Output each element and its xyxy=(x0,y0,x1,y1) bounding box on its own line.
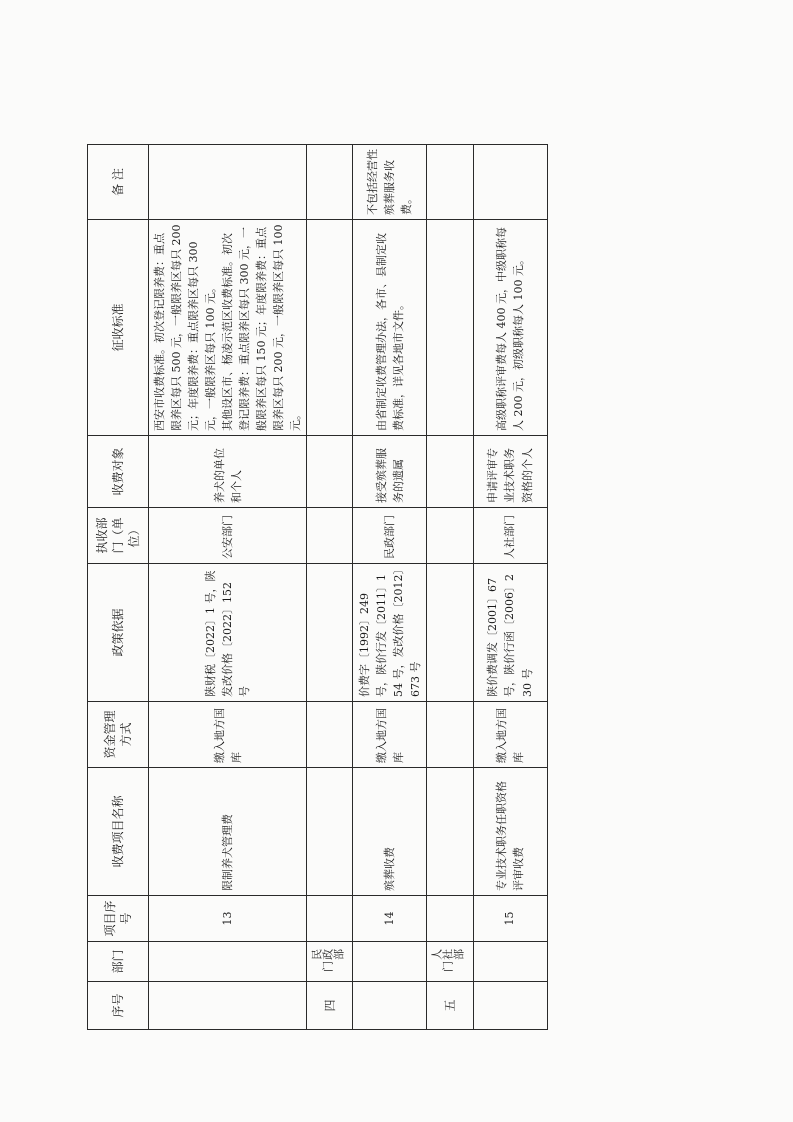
cell-seq xyxy=(473,982,547,1030)
cell-seq xyxy=(149,982,307,1030)
cell-policy: 陕财税〔2022〕1 号，陕发改价格〔2022〕152 号 xyxy=(149,564,307,702)
cell-target: 申请评审专业技术职务资格的个人 xyxy=(473,436,547,508)
cell-empty xyxy=(307,220,353,436)
cell-fund: 缴入地方国库 xyxy=(473,702,547,768)
cell-item-seq: 13 xyxy=(149,896,307,942)
header-item-name: 收费项目名称 xyxy=(88,768,149,896)
cell-item-seq: 14 xyxy=(353,896,427,942)
cell-empty xyxy=(307,768,353,896)
dept-name-civil: 民政部门 xyxy=(310,948,344,974)
cell-dept-name xyxy=(307,942,353,982)
standard-xian: 西安市收费标准。初次登记限养费：重点限养区每只 500 元，一般限养区每只 200 元；年度限养费：重点限养区每只 300 元，一般限养区每只 100 元。 xyxy=(153,224,218,431)
cell-empty xyxy=(307,702,353,768)
cell-fund: 缴入地方国库 xyxy=(353,702,427,768)
cell-empty xyxy=(427,436,473,508)
cell-dept xyxy=(473,942,547,982)
header-standard: 征收标准 xyxy=(88,220,149,436)
cell-empty xyxy=(427,896,473,942)
cell-remark xyxy=(149,145,307,220)
cell-item-name: 限制养犬管理费 xyxy=(149,768,307,896)
cell-item-name: 专业技术职务任职资格评审收费 xyxy=(473,768,547,896)
cell-dept xyxy=(353,942,427,982)
cell-empty xyxy=(307,436,353,508)
cell-empty xyxy=(427,145,473,220)
cell-target: 养犬的单位和个人 xyxy=(149,436,307,508)
cell-dept-seq: 五 xyxy=(427,982,473,1030)
cell-remark xyxy=(473,145,547,220)
dept-row-civil-affairs xyxy=(307,145,353,1030)
cell-empty xyxy=(307,564,353,702)
header-dept: 部门 xyxy=(88,942,149,982)
cell-dept-name xyxy=(427,942,473,982)
cell-dept xyxy=(149,942,307,982)
header-policy: 政策依据 xyxy=(88,564,149,702)
table-row-13 xyxy=(149,145,307,1030)
cell-policy: 陕价费调发〔2001〕67 号，陕价行函〔2006〕230 号 xyxy=(473,564,547,702)
cell-empty xyxy=(427,220,473,436)
cell-empty xyxy=(307,145,353,220)
cell-empty xyxy=(427,768,473,896)
fee-table xyxy=(87,144,548,1030)
cell-empty xyxy=(307,896,353,942)
table-row-15 xyxy=(473,145,547,1030)
standard-other-cities: 其他设区市、杨凌示范区收费标准。初次登记限养费：重点限养区每只 300 元，一般限养区每只 150 元；年度限养费：重点限养区每只 200 元，一般限养区每只 100 元。 xyxy=(221,224,303,431)
table-row-14 xyxy=(353,145,427,1030)
cell-seq xyxy=(353,982,427,1030)
cell-empty xyxy=(427,508,473,564)
cell-exec-dept: 人社部门 xyxy=(473,508,547,564)
header-target: 收费对象 xyxy=(88,436,149,508)
header-seq: 序号 xyxy=(88,982,149,1030)
cell-fund: 缴入地方国库 xyxy=(149,702,307,768)
header-exec-dept: 执收部门（单位） xyxy=(88,508,149,564)
cell-empty xyxy=(427,564,473,702)
cell-target: 接受殡葬服务的遗属 xyxy=(353,436,427,508)
header-remark: 备 注 xyxy=(88,145,149,220)
cell-item-name: 殡葬收费 xyxy=(353,768,427,896)
cell-exec-dept: 民政部门 xyxy=(353,508,427,564)
cell-dept-seq: 四 xyxy=(307,982,353,1030)
cell-standard: 高级职称评审费每人 400 元，中级职称每人 200 元，初级职称每人 100 元。 xyxy=(473,220,547,436)
cell-policy: 价费字〔1992〕249 号，陕价行发〔2011〕154 号，发改价格〔2012〕673 号 xyxy=(353,564,427,702)
cell-standard: 由省制定收费管理办法，各市、县制定收费标准，详见各地市文件。 xyxy=(353,220,427,436)
dept-row-hr-social xyxy=(427,145,473,1030)
cell-empty xyxy=(307,508,353,564)
cell-remark: 不包括经营性殡葬服务收费。 xyxy=(353,145,427,220)
cell-empty xyxy=(427,702,473,768)
dept-name-hr: 人社部门 xyxy=(430,948,464,974)
cell-exec-dept: 公安部门 xyxy=(149,508,307,564)
cell-item-seq: 15 xyxy=(473,896,547,942)
header-item-seq: 项目序号 xyxy=(88,896,149,942)
table-header-row xyxy=(88,145,149,1030)
header-fund: 资金管理方式 xyxy=(88,702,149,768)
cell-standard xyxy=(149,220,307,436)
fee-table-sheet xyxy=(87,145,542,1030)
